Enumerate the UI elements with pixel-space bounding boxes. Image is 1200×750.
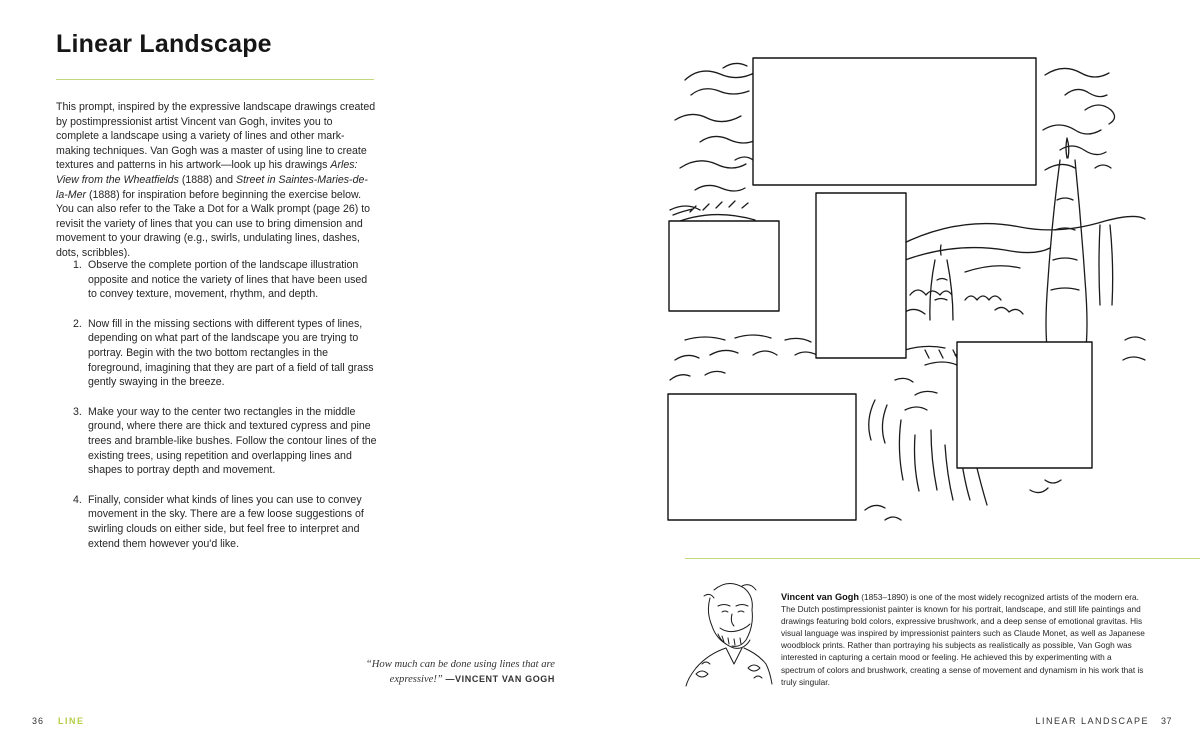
step-item bbox=[56, 317, 378, 390]
step-text: Now fill in the missing sections with different types of lines, depending on what part of the landscape you are trying to portray. Begin with the two bottom rectangles in the foreground, imagining that they are part of a field of tall grass gently swaying in the breeze. bbox=[88, 317, 374, 389]
quote-text: “How much can be done using lines that are expressive!” bbox=[365, 659, 555, 685]
step-number: 3. bbox=[73, 405, 82, 418]
step-item bbox=[56, 258, 378, 302]
right-page-number: 37 bbox=[1160, 716, 1172, 726]
artwork-title-2: Street in Saintes-Maries-de-la-Mer bbox=[56, 173, 368, 201]
step-number: 4. bbox=[73, 493, 82, 506]
artist-bio bbox=[781, 591, 1146, 688]
intro-text-2: (1888) and bbox=[178, 173, 237, 186]
step-item bbox=[56, 493, 378, 551]
quote-attribution: —VINCENT VAN GOGH bbox=[445, 674, 555, 684]
artist-bio-text: is one of the most widely recognized artists of the modern era. The Dutch postimpressionist painter is known for his portrait, landscape, and still life paintings and drawings featuring bold colors, expressive brushwork, and a deep sense of emotional gravitas. His visual language was inspired by impressionist painters such as Claude Monet, as well as Japanese woodblock prints. Rather than portraying his subjects as realistically as possible, Van Gogh was interested in capturing a certain mood or feeling. He achieved this by experimenting with a spectrum of colors and brushwork, creating a sense of movement and dynamism in his work that is truly singular. bbox=[781, 592, 1145, 687]
running-head: LINEAR LANDSCAPE bbox=[1035, 716, 1149, 726]
instruction-steps bbox=[56, 258, 378, 566]
intro-text-3: (1888) for inspiration before beginning the exercise below. You can also refer to the Take a Dot for a Walk prompt (page 26) to revisit the variety of lines that you can use to bring dimension and movement to your drawing (e.g., swirls, undulating lines, dashes, dots, scribbles). bbox=[56, 188, 371, 259]
landscape-line-illustration bbox=[665, 50, 1155, 530]
artist-dates: (1853–1890) bbox=[858, 592, 909, 602]
intro-text-1: This prompt, inspired by the expressive landscape drawings created by postimpressionist artist Vincent van Gogh, invites you to complete a landscape using a variety of lines and other mark-making techniques. Van Gogh was a master of using line to create textures and patterns in his artwork—look up his drawings bbox=[56, 101, 376, 172]
left-folio bbox=[32, 716, 85, 726]
step-text: Finally, consider what kinds of lines you can use to convey movement in the sky. There are a few loose suggestions of swirling clouds on either side, but feel free to interpret and extend them however you'd like. bbox=[88, 493, 364, 550]
right-folio bbox=[1035, 716, 1172, 726]
pull-quote bbox=[315, 657, 555, 687]
right-page bbox=[600, 0, 1200, 750]
artist-name: Vincent van Gogh bbox=[781, 592, 859, 602]
step-number: 1. bbox=[73, 259, 82, 271]
intro-paragraph bbox=[56, 100, 378, 261]
step-text: Make your way to the center two rectangles in the middle ground, where there are thick and textured cypress and pine trees and bramble-like bushes. Follow the contour lines of the existing trees, using repetition and overlapping lines and shapes to portray depth and movement. bbox=[88, 405, 377, 477]
step-number: 2. bbox=[73, 317, 82, 330]
title-divider bbox=[56, 79, 374, 80]
step-item bbox=[56, 405, 378, 478]
artwork-title-1: Arles: View from the Wheatfields bbox=[56, 159, 358, 186]
page-title: Linear Landscape bbox=[56, 30, 272, 58]
van-gogh-portrait-sketch bbox=[682, 576, 774, 688]
left-page-number: 36 bbox=[32, 716, 45, 726]
section-label: LINE bbox=[58, 716, 85, 726]
step-text: Observe the complete portion of the landscape illustration opposite and notice the variety of lines that have been used to convey texture, movement, rhythm, and depth. bbox=[88, 259, 368, 301]
bio-divider bbox=[685, 558, 1200, 559]
